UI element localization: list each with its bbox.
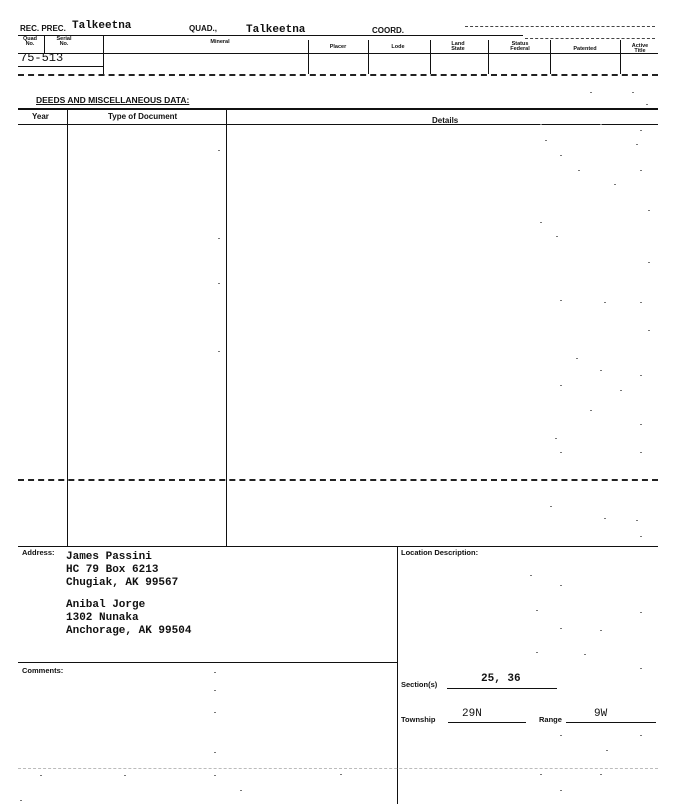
coord-label: COORD. [372,26,404,35]
scan-speck [545,140,547,141]
scan-speck [648,210,650,211]
scan-speck [218,351,220,352]
deeds-section-title: DEEDS AND MISCELLANEOUS DATA: [36,95,190,105]
township-value: 29N [462,708,482,720]
deeds-header-rule [18,124,658,125]
scan-speck [536,610,538,611]
scan-speck [640,536,642,537]
location-description-label: Location Description: [401,548,479,557]
footer-faint-rule [18,768,658,769]
scan-speck [214,712,216,713]
scan-speck [600,124,602,125]
address-bottom-rule [18,662,397,663]
quad-label: QUAD., [189,24,217,33]
scan-speck [536,652,538,653]
scan-speck [604,302,606,303]
scan-speck [560,385,562,386]
column-header-rule [18,53,658,54]
scan-speck [640,668,642,669]
comments-label: Comments: [22,666,64,675]
quad-value: Talkeetna [246,24,306,36]
scan-speck [640,735,642,736]
scan-speck [640,424,642,425]
vline [620,40,621,74]
col-year: Year [32,112,49,121]
col-mineral: Mineral [210,39,230,45]
rec-prec-value: Talkeetna [72,20,132,32]
col-patented: Patented [573,46,597,52]
scan-speck [214,672,216,673]
range-underline [566,722,656,723]
col-active-title: Active Title [631,43,649,54]
scan-speck [214,690,216,691]
scan-speck [600,630,602,631]
quad-no-underline [18,66,103,67]
township-label: Township [401,715,436,724]
scan-speck [555,438,557,439]
owner-1-name: James Passini [66,551,152,563]
scan-speck [648,262,650,263]
vline [368,40,369,74]
col-status-federal: Status Federal [510,41,530,52]
col-land-state: Land State [451,41,465,52]
rec-prec-label: REC. PREC. [20,24,66,33]
header-dash-rule-2 [525,38,655,39]
scan-speck [560,790,562,791]
scan-speck [640,452,642,453]
scan-speck [600,370,602,371]
scan-speck [640,130,642,131]
col-serial-no: Serial No. [56,36,72,47]
deeds-bottom-rule [18,546,658,547]
scan-speck [214,752,216,753]
scan-speck [620,390,622,391]
address-label: Address: [22,548,55,557]
scan-speck [640,612,642,613]
owner-1-line1: HC 79 Box 6213 [66,564,159,576]
scan-speck [604,518,606,519]
scan-speck [576,358,578,359]
vline-address-location [397,546,398,804]
sections-underline [447,688,557,689]
scan-speck [560,452,562,453]
scan-speck [20,800,22,801]
data-row-rule [18,74,658,76]
scan-speck [578,170,580,171]
scan-speck [560,155,562,156]
scan-speck [124,775,126,776]
owner-2-line1: 1302 Nunaka [66,612,139,624]
quad-no-value: 75-513 [20,51,64,65]
owner-2-line2: Anchorage, AK 99504 [66,625,192,637]
scan-speck [214,775,216,776]
scan-speck [560,628,562,629]
scan-speck [540,124,542,125]
township-underline [448,722,526,723]
scan-speck [560,735,562,736]
scan-speck [640,170,642,171]
vline [44,36,45,53]
scan-speck [240,790,242,791]
scan-speck [606,750,608,751]
scan-speck [640,302,642,303]
header-rule [18,35,523,36]
scan-speck [218,283,220,284]
col-quad-no: Quad No. [22,36,38,47]
scan-speck [584,654,586,655]
scan-speck [590,410,592,411]
scan-speck [530,575,532,576]
scan-speck [550,506,552,507]
owner-1-block [66,551,178,590]
header-dash-rule [465,26,655,27]
sections-label: Section(s) [401,680,438,689]
vline [308,40,309,74]
scan-speck [218,238,220,239]
vline [488,40,489,74]
scan-speck [636,520,638,521]
vline [103,36,104,74]
col-details: Details [432,116,459,125]
scan-speck [556,236,558,237]
scan-speck [590,92,592,93]
scan-speck [40,775,42,776]
col-placer: Placer [329,44,347,50]
owner-2-name: Anibal Jorge [66,599,146,611]
scan-speck [632,92,634,93]
scan-speck [560,300,562,301]
scan-speck [648,330,650,331]
owner-1-line2: Chugiak, AK 99567 [66,577,179,589]
range-label: Range [539,715,562,724]
scan-speck [600,774,602,775]
deeds-top-rule [18,108,658,110]
scan-speck [614,184,616,185]
scan-speck [218,150,220,151]
vline [550,40,551,74]
owner-2-block [66,599,191,638]
sections-value: 25, 36 [481,673,521,685]
scan-speck [340,774,342,775]
scan-speck [560,585,562,586]
vline [430,40,431,74]
scan-speck [636,144,638,145]
scan-speck [646,104,648,105]
scan-speck [540,222,542,223]
range-value: 9W [594,708,608,720]
col-lode: Lode [391,44,405,50]
col-type-of-document: Type of Document [108,112,178,121]
deeds-separator-rule [18,479,658,481]
scan-speck [540,774,542,775]
scan-speck [640,375,642,376]
